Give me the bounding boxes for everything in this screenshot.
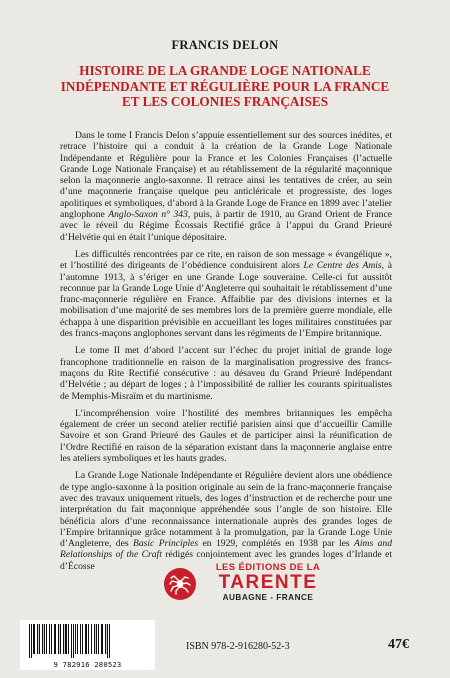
publisher-logo (164, 562, 334, 612)
publisher-line-3: AUBAGNE - FRANCE (222, 593, 314, 602)
text-run-italic: Basic Principles (133, 538, 199, 550)
barcode-bar (94, 624, 95, 654)
publisher-line-1: LES ÉDITIONS DE LA (215, 562, 321, 573)
blurb-paragraph (60, 249, 392, 339)
text-run: Dans le tome I Francis Delon s’appuie essentiellement sur des sources inédites, et retrace l’histoire qui a conduit à la création de la Grande Loge Nationale Indépendante et Régulière pour la France et les Colonies Françaises (l’actuelle Grande Loge Nationale Française) et au rétablissement de la régularité maçonnique selon la maçonnerie anglo-saxonne. Il retrace ainsi les tentatives de créer, au sein d’une maçonnerie française quelque peu anticléricale et progressiste, des loges apolitiques et symboliques, d’abord à la Grande Loge de France en 1899 avec l’atelier anglophone (60, 130, 392, 221)
barcode-bar (49, 624, 50, 654)
blurb-paragraph (60, 130, 392, 243)
price: 47€ (388, 637, 409, 652)
spider-icon (164, 568, 196, 600)
text-run: , puis, à partir de 1910, au Grand Orient de France avec le réveil du Régime Écossais Rectifié grâce à l’appui du Grand Prieuré d’Helvétie qui en était l’unique dépositaire. (60, 209, 392, 243)
barcode-bar (98, 624, 99, 654)
barcode-bar (46, 624, 47, 654)
barcode-bar (77, 624, 78, 654)
title-line: INDÉPENDANTE ET RÉGULIÈRE POUR LA FRANCE (60, 78, 390, 94)
barcode-bar (105, 624, 106, 654)
barcode-bar (68, 624, 69, 654)
title-line: ET LES COLONIES FRANÇAISES (121, 94, 329, 109)
text-run: rédigés conjointement avec les grandes loges d’Irlande et d’Écosse (60, 549, 392, 572)
barcode-bar (31, 624, 32, 658)
barcode-bar (73, 624, 74, 658)
barcode-bar (82, 624, 83, 654)
text-run: en 1929, complétés en 1938 par les (198, 538, 355, 550)
barcode-bar (39, 624, 40, 654)
barcode-bar (63, 624, 64, 654)
text-run: L’incompréhension voire l’hostilité des membres britanniques les empêcha également de créer un second atelier rectifié parisien ainsi que d’accueillir Camille Savoire et son Grand Prieuré des Gaules et de participer ainsi la réunification de l’Ordre Rectifié en raison de la séparation existant dans la maçonnerie anglaise entre les ateliers symboliques et les hauts grades. (60, 407, 392, 465)
barcode-bars (28, 624, 147, 658)
barcode-bar (107, 624, 108, 658)
barcode-bar (44, 624, 45, 654)
blurb-text (60, 130, 392, 578)
blurb-paragraph (60, 408, 392, 464)
barcode-bar (29, 624, 30, 658)
text-run: Le tome II met d’abord l’accent sur l’échec du projet initial de grande loge francophone traditionnelle en raison de la marginalisation progressive des francs-maçons du Rite Rectifié consécutive : au désaveu du Grand Prieuré Indépendant d’Helvétie ; au départ de loges ; à l’impossibilité de rallier les courants spiritualistes de Memphis-Misraïm et du martinisme. (60, 345, 392, 402)
author-name: FRANCIS DELON (171, 38, 279, 52)
blurb-paragraph (60, 345, 392, 401)
barcode-bar (37, 624, 38, 654)
barcode-bar (101, 624, 103, 654)
isbn: ISBN 978-2-916280-52-3 (186, 641, 290, 652)
barcode-bar (75, 624, 76, 654)
book-title (40, 63, 410, 110)
publisher-line-2: TARENTE (218, 572, 318, 593)
publisher-name (204, 562, 332, 602)
barcode-digits: 9 782916 280523 (53, 660, 122, 669)
text-run-italic: Aims and Relationships of the Craft (60, 538, 393, 561)
text-run-italic: Anglo-Saxon n° 343 (108, 209, 188, 221)
barcode-bar (65, 624, 67, 654)
barcode-bar (80, 624, 81, 654)
barcode-bar (96, 624, 97, 654)
barcode-bar (60, 624, 61, 654)
text-run-italic: Le Centre des Amis (303, 260, 382, 272)
barcode-bar (33, 624, 35, 654)
barcode-bar (109, 624, 110, 658)
barcode-bar (91, 624, 92, 654)
text-run: , à l’automne 1913, à s’ériger en une Grande Loge souveraine. Celle-ci fut aussitôt reconnue par la Grande Loge Unie d’Angleterre qui souhaitait le rétablissement d’une franc-maçonnerie régulière en France. Affaiblie par des divisions internes et la mobilisation d’une majorité de ses membres lors de la première guerre mondiale, elle échappa à une disparition prévisible en accueillant les loges militaires constituées par des francs-maçons anglophones servant dans les régiments de l’Empire britannique. (60, 260, 392, 340)
barcode-bar (51, 624, 52, 654)
barcode-bar (71, 624, 72, 658)
title-line: HISTOIRE DE LA GRANDE LOGE NATIONALE (79, 63, 371, 78)
blurb-paragraph (60, 470, 392, 572)
barcode-bar (88, 624, 89, 654)
barcode-bar (58, 624, 59, 654)
text-run: Les difficultés rencontrées par ce rite, en raison de son message « évangélique », et l’hostilité des dirigeants de l’obédience conduisirent alors (60, 248, 392, 272)
text-run: La Grande Loge Nationale Indépendante et Régulière devient alors une obédience de type anglo-saxonne à la position originale au sein de la franc-maçonnerie française avec des travaux uniquement rituels, des loges d’instruction et de recherche pour une interprétation du fait maçonnique appréhendée sous l’angle de son histoire. Elle bénéficia alors d’une reconnaissance internationale auprès des grandes loges de l’Empire britannique grâce notamment à la promulgation, par la Grande Loge Unie d’Angleterre, des (60, 470, 392, 550)
barcode (20, 620, 155, 670)
barcode-bar (42, 624, 43, 654)
barcode-bar (54, 624, 56, 654)
barcode-bar (85, 624, 87, 654)
